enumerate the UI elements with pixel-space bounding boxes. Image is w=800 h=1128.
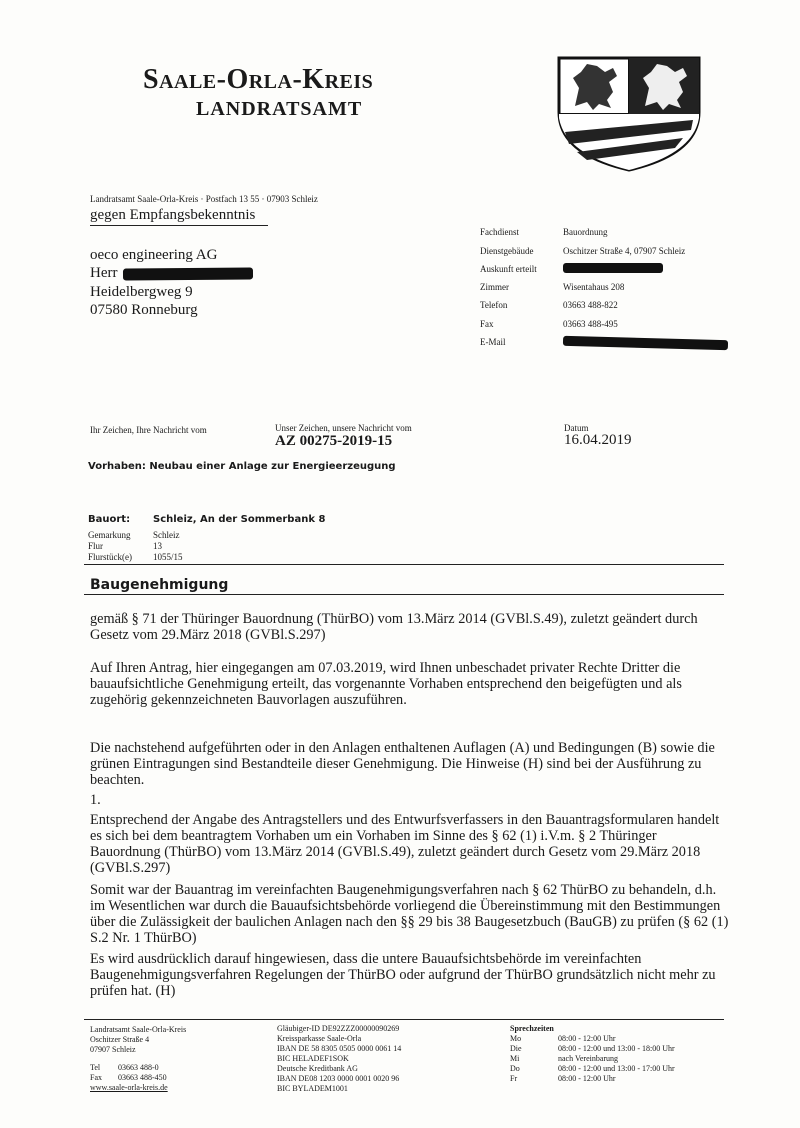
footer-address — [90, 1025, 186, 1093]
hours-time: 08:00 - 12:00 und 13:00 - 17:00 Uhr — [558, 1064, 675, 1073]
info-label: Zimmer — [480, 282, 509, 292]
info-label: Auskunft erteilt — [480, 264, 537, 274]
project-label: Vorhaben: — [88, 461, 146, 472]
our-reference-label: Unser Zeichen, unsere Nachricht vom — [275, 423, 412, 433]
divider — [84, 594, 724, 595]
hours-day: Die — [510, 1044, 522, 1053]
info-value: Wisentahaus 208 — [563, 282, 625, 292]
site-row-value: 1055/15 — [153, 552, 183, 562]
footer-bank-line: IBAN DE08 1203 0000 0001 0020 96 — [277, 1074, 400, 1083]
project-value: Neubau einer Anlage zur Energieerzeugung — [149, 461, 396, 472]
date-label: Datum — [564, 423, 589, 433]
our-reference-value: AZ 00275-2019-15 — [275, 433, 393, 449]
divider — [84, 564, 724, 565]
footer-website-link[interactable]: www.saale-orla-kreis.de — [90, 1083, 168, 1092]
hours-day: Do — [510, 1064, 520, 1073]
footer-fax-label: Fax — [90, 1073, 102, 1082]
paragraph-legal-basis: gemäß § 71 der Thüringer Bauordnung (ThürBO) vom 13.März 2014 (GVBl.S.49), zuletzt geändert durch Gesetz vom 29.März 2018 (GVBl.S.297) — [90, 611, 698, 643]
redaction-bar — [563, 263, 663, 273]
footer-hours-label: Sprechzeiten — [510, 1024, 554, 1033]
info-value: Bauordnung — [563, 227, 608, 237]
info-label: Dienstgebäude — [480, 246, 534, 256]
site-label: Bauort: — [88, 514, 131, 525]
paragraph-approval: Auf Ihren Antrag, hier eingegangen am 07.03.2019, wird Ihnen unbeschadet privater Rechte Dritter die bauaufsichtliche Genehmigung erteilt, das vorgenannte Vorhaben entsprechend den beigefügten und als zugehörig gekennzeichneten Bauvorlagen auszuführen. — [90, 660, 682, 708]
footer-bank-line: BIC HELADEF1SOK — [277, 1054, 349, 1063]
footer-bank-line: Kreissparkasse Saale-Orla — [277, 1034, 362, 1043]
info-value: 03663 488-495 — [563, 319, 618, 329]
info-label: Telefon — [480, 300, 508, 310]
footer-bank-line: Gläubiger-ID DE92ZZZ00000090269 — [277, 1024, 400, 1033]
section-number: 1. — [90, 792, 101, 808]
site-row-value: Schleiz — [153, 530, 180, 540]
hours-time: 08:00 - 12:00 Uhr — [558, 1074, 616, 1083]
footer-address-line: Landratsamt Saale-Orla-Kreis — [90, 1025, 187, 1034]
hours-time: 08:00 - 12:00 Uhr — [558, 1034, 616, 1043]
footer-divider — [84, 1019, 724, 1020]
your-reference-label: Ihr Zeichen, Ihre Nachricht vom — [90, 425, 207, 435]
footer-bank-line: IBAN DE 58 8305 0505 0000 0061 14 — [277, 1044, 402, 1053]
paragraph-conditions: Die nachstehend aufgeführten oder in den Anlagen enthaltenen Auflagen (A) und Bedingungen (B) sowie die grünen Eintragungen sind Bestandteile dieser Genehmigung. Die Hinweise (H) sind bei der Ausführung zu beachten. — [90, 740, 715, 788]
document-heading: Baugenehmigung — [90, 577, 229, 593]
hours-day: Mo — [510, 1034, 522, 1043]
recipient-company: oeco engineering AG — [90, 247, 218, 263]
footer-address-line: Oschitzer Straße 4 — [90, 1035, 150, 1044]
authority-subtitle: LANDRATSAMT — [196, 98, 363, 120]
footer-hours — [510, 1024, 675, 1084]
footer-fax: 03663 488-450 — [118, 1073, 167, 1082]
project-line — [88, 461, 396, 472]
redaction-bar — [123, 267, 253, 280]
delivery-underline — [90, 225, 268, 226]
hours-time: nach Vereinbarung — [558, 1054, 619, 1063]
info-label: Fax — [480, 319, 494, 329]
paragraph-simplified: Somit war der Bauantrag im vereinfachten Baugenehmigungsverfahren nach § 62 ThürBO zu behandeln, d.h. im Wesentlichen war durch die Bauaufsichtsbehörde vorliegend die Übereinstimmung mit den Bestimmungen über die Zulässigkeit der baulichen Anlagen nach den §§ 29 bis 38 Baugesetzbuch (BauGB) zu prüfen (§ 62 (1) S.2 Nr. 1 ThürBO) — [90, 882, 729, 946]
info-value: 03663 488-822 — [563, 300, 618, 310]
paragraph-procedure: Entsprechend der Angabe des Antragstellers und des Entwurfsverfassers in den Bauantragsformularen handelt es sich bei dem beantragtem Vorhaben um ein Vorhaben im Sinne des § 62 (1) i.V.m. § 2 Thüringer Bauordnung (ThürBO) vom 13.März 2014 (GVBl.S.49), zuletzt geändert durch Gesetz vom 29.März 2018 (GVBl.S.297) — [90, 812, 720, 876]
site-row-label: Flur — [88, 541, 104, 551]
site-row-value: 13 — [153, 541, 162, 551]
recipient-salutation: Herr — [90, 265, 118, 281]
info-label: Fachdienst — [480, 227, 519, 237]
delivery-note: gegen Empfangsbekenntnis — [90, 207, 256, 223]
authority-title: Saale-Orla-Kreis — [143, 64, 374, 95]
recipient-street: Heidelbergweg 9 — [90, 284, 193, 300]
date-value: 16.04.2019 — [564, 432, 632, 448]
site-row-label: Gemarkung — [88, 530, 131, 540]
footer-address-line: 07907 Schleiz — [90, 1045, 136, 1054]
sender-line: Landratsamt Saale-Orla-Kreis · Postfach 13 55 · 07903 Schleiz — [90, 194, 318, 204]
site-row-label: Flurstück(e) — [88, 552, 132, 562]
recipient-name — [90, 265, 253, 282]
paragraph-notice: Es wird ausdrücklich darauf hingewiesen, dass die untere Bauaufsichtsbehörde im vereinfachten Baugenehmigungsverfahren Regelungen der ThürBO oder aufgrund der ThürBO grundsätzlich nicht mehr zu prüfen hat. (H) — [90, 951, 716, 999]
redaction-bar — [563, 336, 728, 350]
footer-bank — [277, 1024, 401, 1094]
hours-day: Fr — [510, 1074, 518, 1083]
hours-time: 08:00 - 12:00 und 13:00 - 18:00 Uhr — [558, 1044, 675, 1053]
footer-tel-label: Tel — [90, 1063, 101, 1072]
footer-tel: 03663 488-0 — [118, 1063, 159, 1072]
coat-of-arms-icon — [553, 54, 705, 172]
site-value: Schleiz, An der Sommerbank 8 — [153, 514, 326, 525]
recipient-city: 07580 Ronneburg — [90, 302, 198, 318]
footer-bank-line: Deutsche Kreditbank AG — [277, 1064, 358, 1073]
info-value: Oschitzer Straße 4, 07907 Schleiz — [563, 246, 686, 256]
hours-day: Mi — [510, 1054, 520, 1063]
footer-bank-line: BIC BYLADEM1001 — [277, 1084, 348, 1093]
info-label: E-Mail — [480, 337, 506, 347]
